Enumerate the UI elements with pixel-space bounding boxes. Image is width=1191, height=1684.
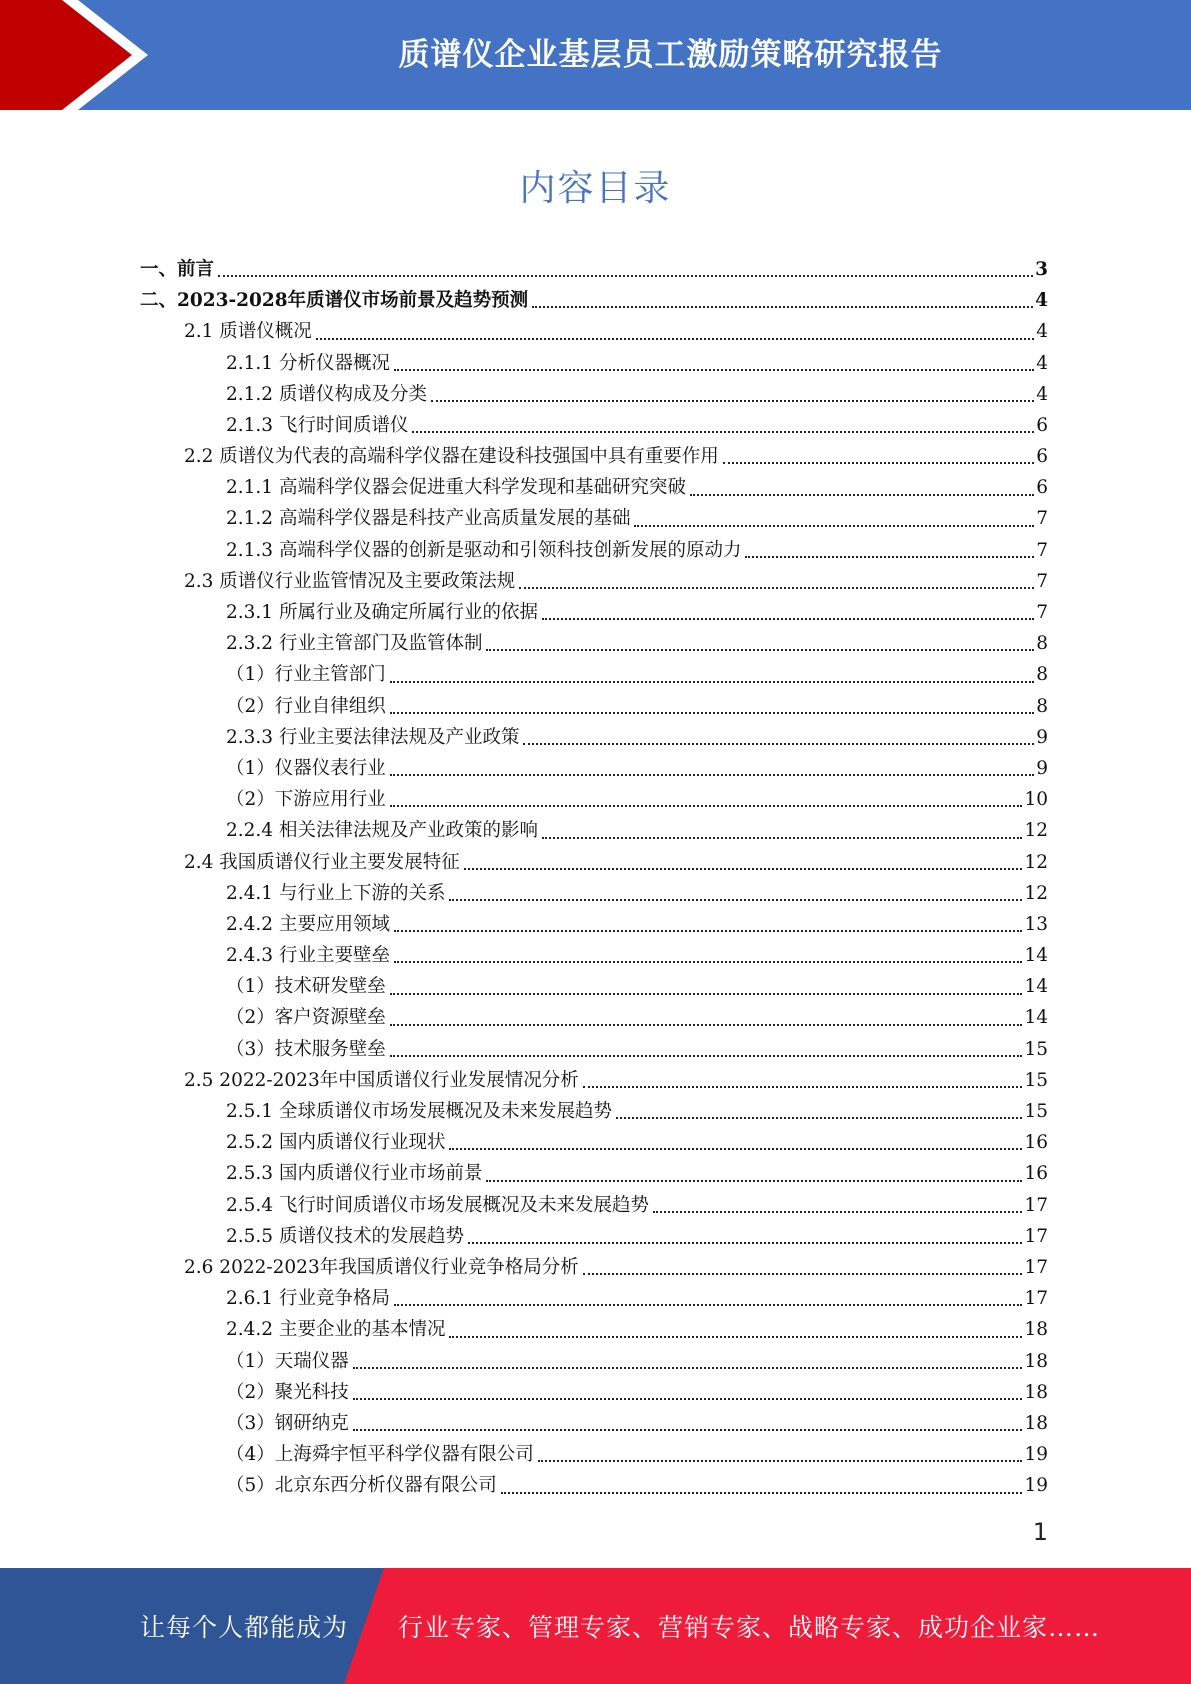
toc-entry-label: 2.3 质谱仪行业监管情况及主要政策法规	[184, 570, 516, 592]
toc-entry-label: 2.4.1 与行业上下游的关系	[226, 882, 446, 904]
toc-entry[interactable]	[140, 1065, 1048, 1096]
toc-entry-page: 4	[1036, 321, 1048, 343]
toc-dot-leader	[390, 805, 1023, 807]
toc-entry-page: 16	[1024, 1163, 1048, 1185]
toc-entry-label: （3）钢研纳克	[226, 1412, 349, 1434]
report-title: 质谱仪企业基层员工激励策略研究报告	[398, 36, 943, 73]
toc-entry[interactable]	[140, 504, 1048, 535]
toc-entry-page: 13	[1024, 913, 1048, 935]
toc-entry-label: 2.1.3 高端科学仪器的创新是驱动和引领科技创新发展的原动力	[226, 539, 742, 561]
toc-dot-leader	[616, 1117, 1022, 1119]
toc-entry[interactable]	[140, 1096, 1048, 1127]
toc-entry-page: 9	[1036, 726, 1048, 748]
toc-dot-leader	[690, 494, 1034, 496]
toc-entry-page: 14	[1024, 945, 1048, 967]
toc-entry[interactable]	[140, 1470, 1048, 1501]
toc-entry-label: 2.3.1 所属行业及确定所属行业的依据	[226, 602, 538, 624]
toc-entry-page: 3	[1035, 258, 1048, 280]
toc-entry-label: 2.6 2022-2023年我国质谱仪行业竞争格局分析	[184, 1256, 579, 1278]
footer-slogan-left: 让每个人都能成为	[140, 1613, 349, 1642]
toc-entry[interactable]	[140, 1003, 1048, 1034]
toc-entry-label: （4）上海舜宇恒平科学仪器有限公司	[226, 1444, 534, 1466]
toc-entry-label: （1）仪器仪表行业	[226, 757, 386, 779]
toc-entry[interactable]	[140, 1439, 1048, 1470]
toc-dot-leader	[542, 837, 1022, 839]
toc-entry[interactable]	[140, 1283, 1048, 1314]
toc-entry[interactable]	[140, 472, 1048, 503]
toc-entry-page: 6	[1036, 414, 1048, 436]
toc-entry-label: （5）北京东西分析仪器有限公司	[226, 1475, 497, 1497]
toc-entry-page: 8	[1036, 664, 1048, 686]
toc-entry-label: （1）天瑞仪器	[226, 1350, 349, 1372]
toc-dot-leader	[486, 649, 1034, 651]
toc-dot-leader	[316, 338, 1034, 340]
toc-entry-page: 7	[1036, 539, 1048, 561]
toc-entry-page: 10	[1024, 789, 1048, 811]
toc-entry[interactable]	[140, 971, 1048, 1002]
toc-dot-leader	[353, 1429, 1023, 1431]
toc-entry-label: （2）客户资源壁垒	[226, 1007, 386, 1029]
toc-dot-leader	[394, 369, 1034, 371]
toc-entry[interactable]	[140, 597, 1048, 628]
toc-entry-page: 15	[1024, 1069, 1048, 1091]
toc-dot-leader	[468, 1242, 1022, 1244]
toc-dot-leader	[394, 961, 1022, 963]
toc-dot-leader	[532, 306, 1033, 308]
toc-entry-label: 2.2 质谱仪为代表的高端科学仪器在建设科技强国中具有重要作用	[184, 446, 719, 468]
toc-entry-page: 19	[1024, 1475, 1048, 1497]
toc-entry[interactable]	[140, 285, 1048, 316]
toc-entry-label: （1）行业主管部门	[226, 664, 386, 686]
toc-entry-label: 2.1.3 飞行时间质谱仪	[226, 414, 409, 436]
toc-entry-label: 2.4 我国质谱仪行业主要发展特征	[184, 851, 460, 873]
toc-entry[interactable]	[140, 1377, 1048, 1408]
toc-entry-label: 2.5.4 飞行时间质谱仪市场发展概况及未来发展趋势	[226, 1194, 649, 1216]
toc-entry-page: 14	[1024, 1007, 1048, 1029]
toc-entry-label: 2.4.2 主要企业的基本情况	[226, 1319, 446, 1341]
toc-entry[interactable]	[140, 1127, 1048, 1158]
header-band	[0, 0, 1191, 110]
toc-entry-label: 二、2023-2028年质谱仪市场前景及趋势预测	[140, 290, 529, 312]
toc-dot-leader	[449, 899, 1022, 901]
toc-dot-leader	[353, 1367, 1023, 1369]
toc-entry[interactable]	[140, 535, 1048, 566]
toc-entry-label: 2.4.3 行业主要壁垒	[226, 945, 390, 967]
toc-entry-label: 2.6.1 行业竞争格局	[226, 1288, 390, 1310]
toc-entry[interactable]	[140, 753, 1048, 784]
footer-band	[0, 1568, 1191, 1684]
toc-entry[interactable]	[140, 722, 1048, 753]
toc-entry-label: （2）聚光科技	[226, 1381, 349, 1403]
toc-entry-label: 2.5.1 全球质谱仪市场发展概况及未来发展趋势	[226, 1101, 612, 1123]
toc-entry-page: 18	[1024, 1319, 1048, 1341]
toc-dot-leader	[583, 1086, 1023, 1088]
toc-dot-leader	[353, 1398, 1023, 1400]
toc-entry-page: 17	[1024, 1288, 1048, 1310]
toc-entry-page: 6	[1036, 477, 1048, 499]
toc-entry[interactable]	[140, 878, 1048, 909]
toc-entry[interactable]	[140, 1158, 1048, 1189]
toc-entry-label: 2.5.5 质谱仪技术的发展趋势	[226, 1225, 464, 1247]
toc-dot-leader	[390, 774, 1034, 776]
toc-dot-leader	[390, 712, 1034, 714]
toc-entry-label: 2.1.2 质谱仪构成及分类	[226, 383, 427, 405]
toc-dot-leader	[523, 743, 1034, 745]
toc-dot-leader	[501, 1492, 1023, 1494]
toc-entry[interactable]	[140, 1190, 1048, 1221]
toc-entry-page: 12	[1024, 882, 1048, 904]
toc-dot-leader	[394, 930, 1022, 932]
toc-entry-page: 9	[1036, 757, 1048, 779]
toc-dot-leader	[412, 431, 1034, 433]
toc-entry-page: 8	[1036, 633, 1048, 655]
toc-dot-leader	[218, 275, 1033, 277]
toc-entry-label: 2.5.3 国内质谱仪行业市场前景	[226, 1163, 483, 1185]
toc-entry-page: 15	[1024, 1101, 1048, 1123]
toc-entry-page: 6	[1036, 446, 1048, 468]
toc-entry-label: 2.4.2 主要应用领域	[226, 913, 390, 935]
toc-entry-page: 19	[1024, 1444, 1048, 1466]
toc-entry[interactable]	[140, 940, 1048, 971]
toc-dot-leader	[538, 1460, 1023, 1462]
toc-entry[interactable]	[140, 566, 1048, 597]
toc-entry[interactable]	[140, 628, 1048, 659]
toc-entry-page: 7	[1036, 602, 1048, 624]
toc-entry[interactable]	[140, 1221, 1048, 1252]
page-number: 1	[1032, 1518, 1048, 1546]
toc-entry-page: 15	[1024, 1038, 1048, 1060]
toc-entry-label: （1）技术研发壁垒	[226, 976, 386, 998]
toc-dot-leader	[745, 556, 1034, 558]
header-red-arrow-decoration	[0, 0, 150, 110]
toc-dot-leader	[542, 618, 1034, 620]
toc-entry-page: 18	[1024, 1412, 1048, 1434]
toc-entry[interactable]	[140, 348, 1048, 379]
toc-dot-leader	[723, 462, 1034, 464]
toc-dot-leader	[583, 1273, 1023, 1275]
toc-dot-leader	[486, 1180, 1022, 1182]
toc-heading: 内容目录	[519, 168, 672, 209]
toc-entry-page: 4	[1036, 383, 1048, 405]
toc-dot-leader	[653, 1211, 1022, 1213]
toc-entry-page: 7	[1036, 508, 1048, 530]
toc-entry[interactable]	[140, 316, 1048, 347]
toc-entry[interactable]	[140, 847, 1048, 878]
toc-entry-page: 7	[1036, 570, 1048, 592]
toc-entry-label: 2.3.3 行业主要法律法规及产业政策	[226, 726, 520, 748]
toc-dot-leader	[634, 525, 1034, 527]
toc-entry-label: （3）技术服务壁垒	[226, 1038, 386, 1060]
toc-entry[interactable]	[140, 1252, 1048, 1283]
toc-entry-page: 14	[1024, 976, 1048, 998]
toc-entry-label: 2.1 质谱仪概况	[184, 321, 312, 343]
table-of-contents	[140, 254, 1048, 1502]
toc-entry[interactable]	[140, 909, 1048, 940]
toc-entry[interactable]	[140, 410, 1048, 441]
toc-entry-page: 17	[1024, 1194, 1048, 1216]
toc-entry-page: 8	[1036, 695, 1048, 717]
toc-entry-label: 2.2.4 相关法律法规及产业政策的影响	[226, 820, 538, 842]
toc-entry-page: 4	[1036, 352, 1048, 374]
toc-entry[interactable]	[140, 441, 1048, 472]
toc-entry-label: 一、前言	[140, 258, 215, 280]
toc-dot-leader	[394, 1304, 1022, 1306]
toc-entry-label: （2）下游应用行业	[226, 789, 386, 811]
toc-dot-leader	[390, 993, 1023, 995]
toc-dot-leader	[390, 681, 1034, 683]
footer-slogan-right: 行业专家、管理专家、营销专家、战略专家、成功企业家……	[398, 1613, 1101, 1642]
toc-entry[interactable]	[140, 784, 1048, 815]
toc-entry-label: 2.5 2022-2023年中国质谱仪行业发展情况分析	[184, 1069, 579, 1091]
toc-entry[interactable]	[140, 815, 1048, 846]
toc-entry[interactable]	[140, 1346, 1048, 1377]
toc-entry-label: 2.5.2 国内质谱仪行业现状	[226, 1132, 446, 1154]
toc-entry-page: 16	[1024, 1132, 1048, 1154]
toc-entry-page: 17	[1024, 1256, 1048, 1278]
toc-entry-label: 2.1.1 分析仪器概况	[226, 352, 390, 374]
toc-dot-leader	[431, 400, 1034, 402]
toc-dot-leader	[519, 587, 1034, 589]
toc-entry[interactable]	[140, 691, 1048, 722]
toc-entry[interactable]	[140, 1034, 1048, 1065]
toc-entry-page: 18	[1024, 1350, 1048, 1372]
toc-entry-label: 2.3.2 行业主管部门及监管体制	[226, 633, 483, 655]
toc-dot-leader	[449, 1148, 1022, 1150]
toc-entry[interactable]	[140, 1408, 1048, 1439]
toc-entry[interactable]	[140, 1314, 1048, 1345]
toc-entry[interactable]	[140, 659, 1048, 690]
toc-entry-label: （2）行业自律组织	[226, 695, 386, 717]
toc-entry-page: 12	[1024, 851, 1048, 873]
toc-entry-page: 18	[1024, 1381, 1048, 1403]
toc-entry-label: 2.1.2 高端科学仪器是科技产业高质量发展的基础	[226, 508, 631, 530]
toc-entry-page: 4	[1035, 290, 1048, 312]
toc-dot-leader	[390, 1055, 1023, 1057]
toc-entry[interactable]	[140, 379, 1048, 410]
toc-entry-label: 2.1.1 高端科学仪器会促进重大科学发现和基础研究突破	[226, 477, 686, 499]
toc-entry[interactable]	[140, 254, 1048, 285]
toc-dot-leader	[449, 1336, 1022, 1338]
toc-entry-page: 17	[1024, 1225, 1048, 1247]
toc-dot-leader	[390, 1024, 1023, 1026]
toc-dot-leader	[464, 868, 1023, 870]
toc-entry-page: 12	[1024, 820, 1048, 842]
